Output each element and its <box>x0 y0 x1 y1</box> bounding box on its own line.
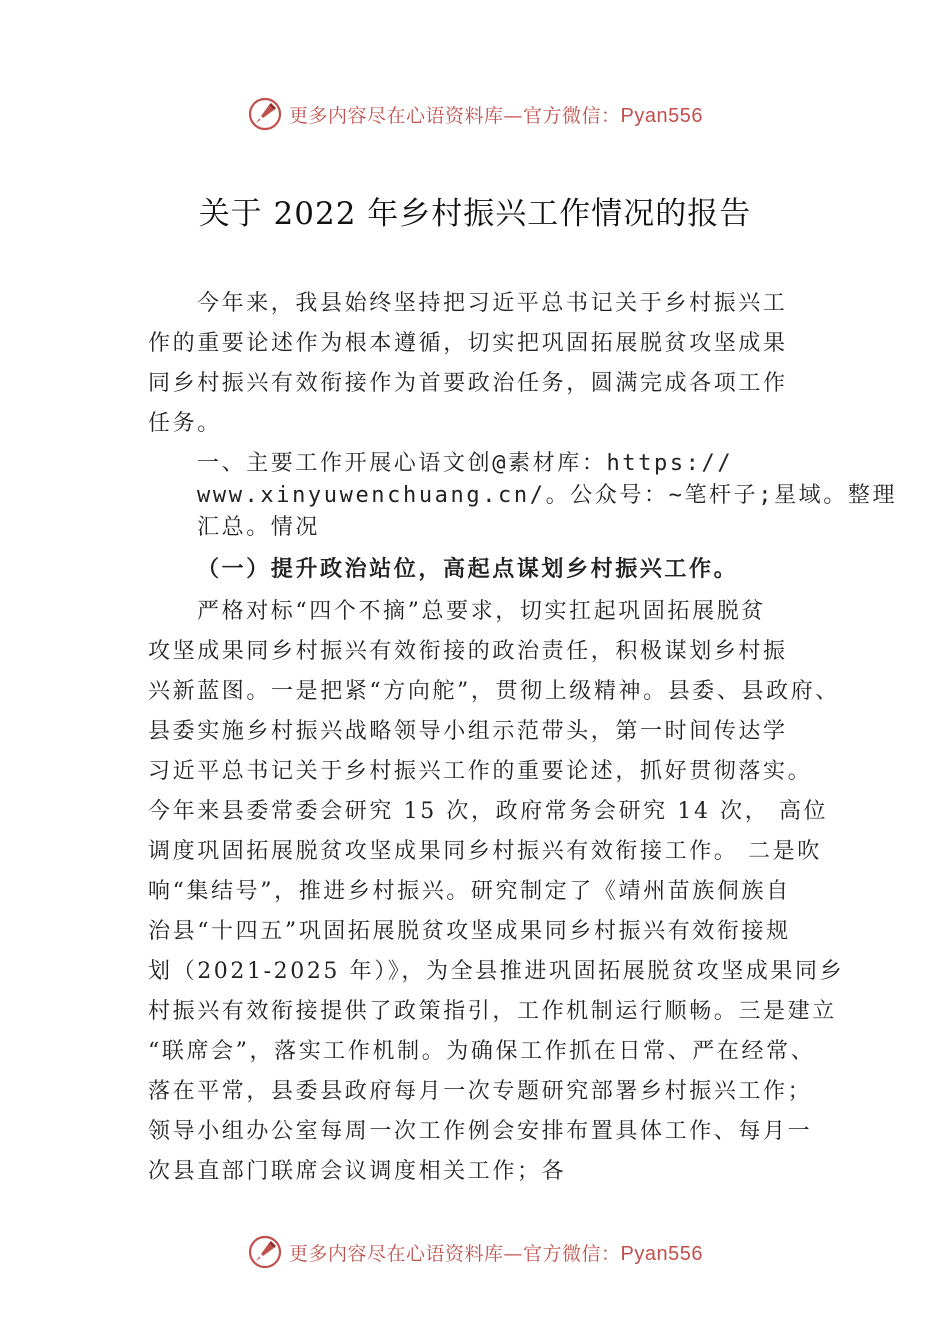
header-banner <box>0 94 950 134</box>
paragraph-line: 今年来，我县始终坚持把习近平总书记关于乡村振兴工 <box>197 291 788 316</box>
paragraph-line: 兴新蓝图。一是把紧“方向舵”，贯彻上级精神。县委、县政府、 <box>148 679 840 704</box>
paragraph-line: 攻坚成果同乡村振兴有效衔接的政治责任，积极谋划乡村振 <box>148 639 788 664</box>
paragraph-line: 落在平常，县委县政府每月一次专题研究部署乡村振兴工作； <box>148 1079 813 1104</box>
paragraph-line: 调度巩固拓展脱贫攻坚成果同乡村振兴有效衔接工作。 二是吹 <box>148 839 822 864</box>
paragraph-line: 划（2021-2025 年）》，为全县推进巩固拓展脱贫攻坚成果同乡 <box>148 959 845 984</box>
paragraph-line: 县委实施乡村振兴战略领导小组示范带头，第一时间传达学 <box>148 719 788 744</box>
banner-text: 更多内容尽在心语资料库—官方微信： <box>289 104 621 127</box>
banner-text: 更多内容尽在心语资料库—官方微信： <box>289 1242 621 1265</box>
footer-banner <box>0 1232 950 1272</box>
paragraph-line: 次县直部门联席会议调度相关工作；各 <box>148 1159 567 1184</box>
subsection-heading: （一）提升政治站位，高起点谋划乡村振兴工作。 <box>197 556 739 582</box>
paragraph-line: 习近平总书记关于乡村振兴工作的重要论述，抓好贯彻落实。 <box>148 759 813 784</box>
banner-handle: Pyan556 <box>620 1242 703 1265</box>
banner-handle: Pyan556 <box>620 104 703 127</box>
section-heading-line: 汇总。情况 <box>197 515 321 540</box>
paragraph-line: 治县“十四五”巩固拓展脱贫攻坚成果同乡村振兴有效衔接规 <box>148 919 791 944</box>
pen-nib-logo-icon <box>247 96 283 132</box>
section-heading-line: www.xinyuwenchuang.cn/。公众号：~笔杆子;星域。整理 <box>197 483 898 508</box>
paragraph-line: 领导小组办公室每周一次工作例会安排布置具体工作、每月一 <box>148 1119 813 1144</box>
paragraph-line: 作的重要论述作为根本遵循，切实把巩固拓展脱贫攻坚成果 <box>148 331 788 356</box>
document-title: 关于 2022 年乡村振兴工作情况的报告 <box>198 196 752 232</box>
pen-nib-logo-icon <box>247 1234 283 1270</box>
paragraph-line: 村振兴有效衔接提供了政策指引，工作机制运行顺畅。三是建立 <box>148 999 837 1024</box>
section-heading-line: 一、主要工作开展心语文创@素材库：https:// <box>197 451 734 476</box>
paragraph-line: 任务。 <box>148 411 222 436</box>
paragraph-line: 同乡村振兴有效衔接作为首要政治任务，圆满完成各项工作 <box>148 371 788 396</box>
paragraph-line: 响“集结号”，推进乡村振兴。研究制定了《靖州苗族侗族自 <box>148 879 791 904</box>
paragraph-line: 严格对标“四个不摘”总要求，切实扛起巩固拓展脱贫 <box>197 599 766 624</box>
paragraph-line: “联席会”，落实工作机制。为确保工作抓在日常、严在经常、 <box>148 1039 816 1064</box>
paragraph-line: 今年来县委常委会研究 15 次，政府常务会研究 14 次， 高位 <box>148 799 829 824</box>
